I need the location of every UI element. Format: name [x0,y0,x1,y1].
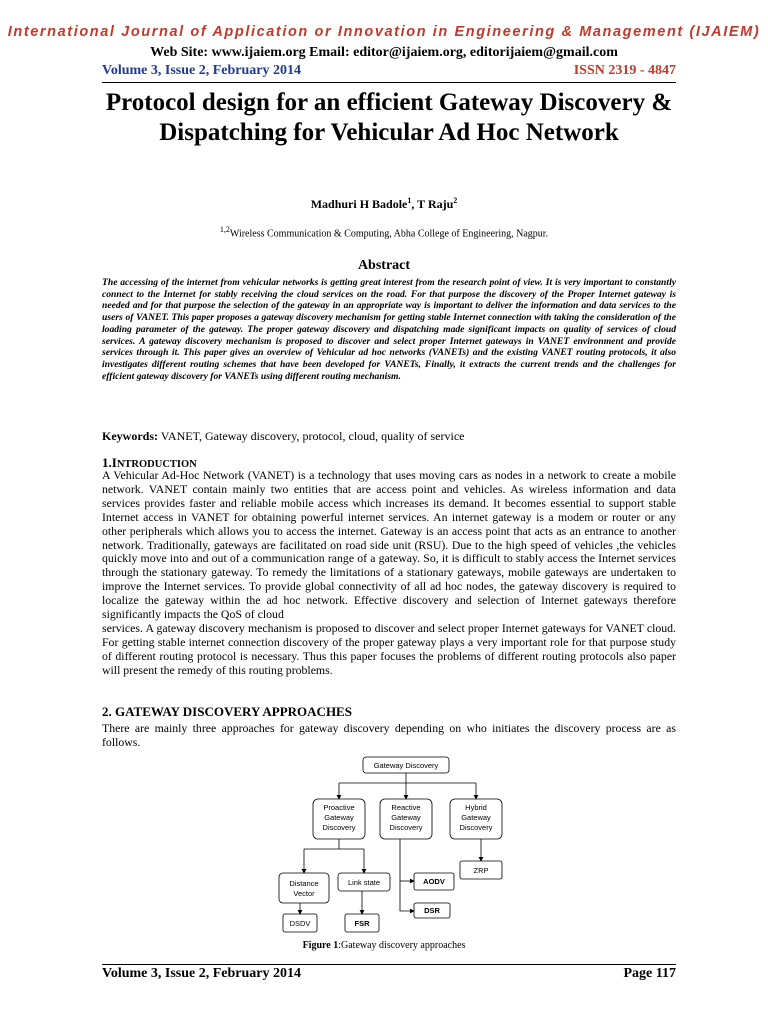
affiliation-text: Wireless Communication & Computing, Abha College of Engineering, Nagpur. [229,228,549,240]
keywords-text: VANET, Gateway discovery, protocol, cloud, quality of service [158,429,465,443]
header-volume: Volume 3, Issue 2, February 2014 [102,63,301,78]
figure-label: Figure 1 [302,940,339,951]
node-label: Discovery [389,823,423,832]
abstract-body: The accessing of the internet from vehicular networks is getting great interest from the research point of view. It is very important to constantly connect to the Internet for stably receiving the cloud services on the road. For that purpose the discovery of the Proper Internet gateway is needed and for that purpose the selection of the gateway in an appropriate way is important to deliver the information and data services to the users of VANET. This paper proposes a gateway discovery mechanism for getting stable Internet connection with taking the consideration of the loading parameter of the gateway. The proper gateway discovery and dispatching made significant impacts on quality of services of cloud services. A gateway discovery mechanism is proposed to discover and select proper Internet gateways in VANET environment and provide services through it. This paper gives an overview of Vehicular ad hoc networks (VANETs) and the existing VANET routing protocols, it also investigates different routing schemes that have been developed for VANETs, Finally, it extracts the current trends and the challenges for efficient gateway discovery for VANETs using different routing mechanism. [102,277,676,382]
affiliation-line [0,225,768,239]
abstract-heading: Abstract [357,258,411,273]
node-label: Gateway [461,813,491,822]
section-heading-gateway-discovery: 2. GATEWAY DISCOVERY APPROACHES [102,704,352,719]
node-label: Gateway Discovery [373,761,439,770]
section-title: NTRODUCTION [116,459,197,470]
author-line [0,196,768,212]
journal-name: International Journal of Application or Innovation in Engineering & Management (IJAIEM) [7,24,761,40]
node-label: Proactive [323,803,355,812]
node-label: ZRP [473,866,489,875]
gateway-discovery-body: There are mainly three approaches for gateway discovery depending on who initiates the discovery process are as follows. [102,721,676,749]
author-separator: , [411,197,418,211]
gateway-discovery-diagram [270,753,520,938]
node-label: Hybrid [465,803,487,812]
author-name: T Raju [417,197,454,211]
header-issn: ISSN 2319 - 4847 [573,63,676,78]
node-label: Gateway [324,813,354,822]
keywords-label: Keywords: [102,429,158,443]
node-label: AODV [423,877,445,886]
figure-caption [0,940,768,951]
introduction-body [102,469,676,678]
journal-website-line: Web Site: www.ijaiem.org Email: editor@ijaiem.org, editorijaiem@gmail.com [150,45,618,60]
paragraph: services. A gateway discovery mechanism is proposed to discover and select proper Internet gateways for VANET cloud. For getting stable internet connection discovery of the proper gateway plays a very important role for that purpose study of different routing protocol is necessary. Thus this paper focuses the problems of different routing protocols also paper will present the remedy of this routing problems. [102,620,676,677]
figure-caption-text: :Gateway discovery approaches [338,940,466,951]
node-label: FSR [354,919,370,928]
author-affiliation-mark: 2 [453,196,458,205]
node-label: Vector [293,889,315,898]
node-distance-vector [279,873,329,903]
node-label: Distance [289,879,319,888]
node-label: DSDV [289,919,311,928]
footer-page-number: Page 117 [623,966,676,981]
author-affiliation-mark: 1 [407,196,412,205]
paragraph: A Vehicular Ad-Hoc Network (VANET) is a technology that uses moving cars as nodes in a network to create a mobile network. VANET contain mainly two entities that are access point and vehicles. As wireless information and data services provides faster and reliable mobile access which increases its demand. It becomes essential to support stable Internet access in VANET for obtaining powerful internet services. An internet gateway is a modem or router or any other peripherals which allows you to access the internet. Gateway is an access point that acts as an entrance to another network. Traditionally, gateways are facilitated on road side unit (RSU). Due to the high speed of vehicles ,the vehicles quickly move into and out of a communication range of a gateway. So, it is difficult to stably access the Internet services through the stationary gateway. To remedy the limitations of a stationary gateways, mobile gateways are undertaken to improve the Internet services. To provide global connectivity of all ad hoc nodes, the gateway discovery is required to localize the gateway within the ad hoc network. Effective discovery and selection of Internet gateways therefore significantly impacts the QoS of cloud [102,468,676,622]
header-rule [102,82,676,83]
node-label: Reactive [391,803,421,812]
section-number: 1.I [102,455,117,470]
keywords-line [102,429,464,444]
node-label: Discovery [322,823,356,832]
paper-title: Protocol design for an efficient Gateway Discovery & Dispatching for Vehicular Ad Hoc Network [105,89,673,146]
connector-arrow [400,839,414,911]
node-label: Link state [347,878,381,887]
affiliation-mark: 1,2 [219,225,230,234]
node-label: Gateway [391,813,421,822]
node-label: Discovery [459,823,493,832]
author-name: Madhuri H Badole [310,197,408,211]
node-label: DSR [424,906,440,915]
footer-rule [102,964,676,965]
footer-volume: Volume 3, Issue 2, February 2014 [102,966,301,981]
